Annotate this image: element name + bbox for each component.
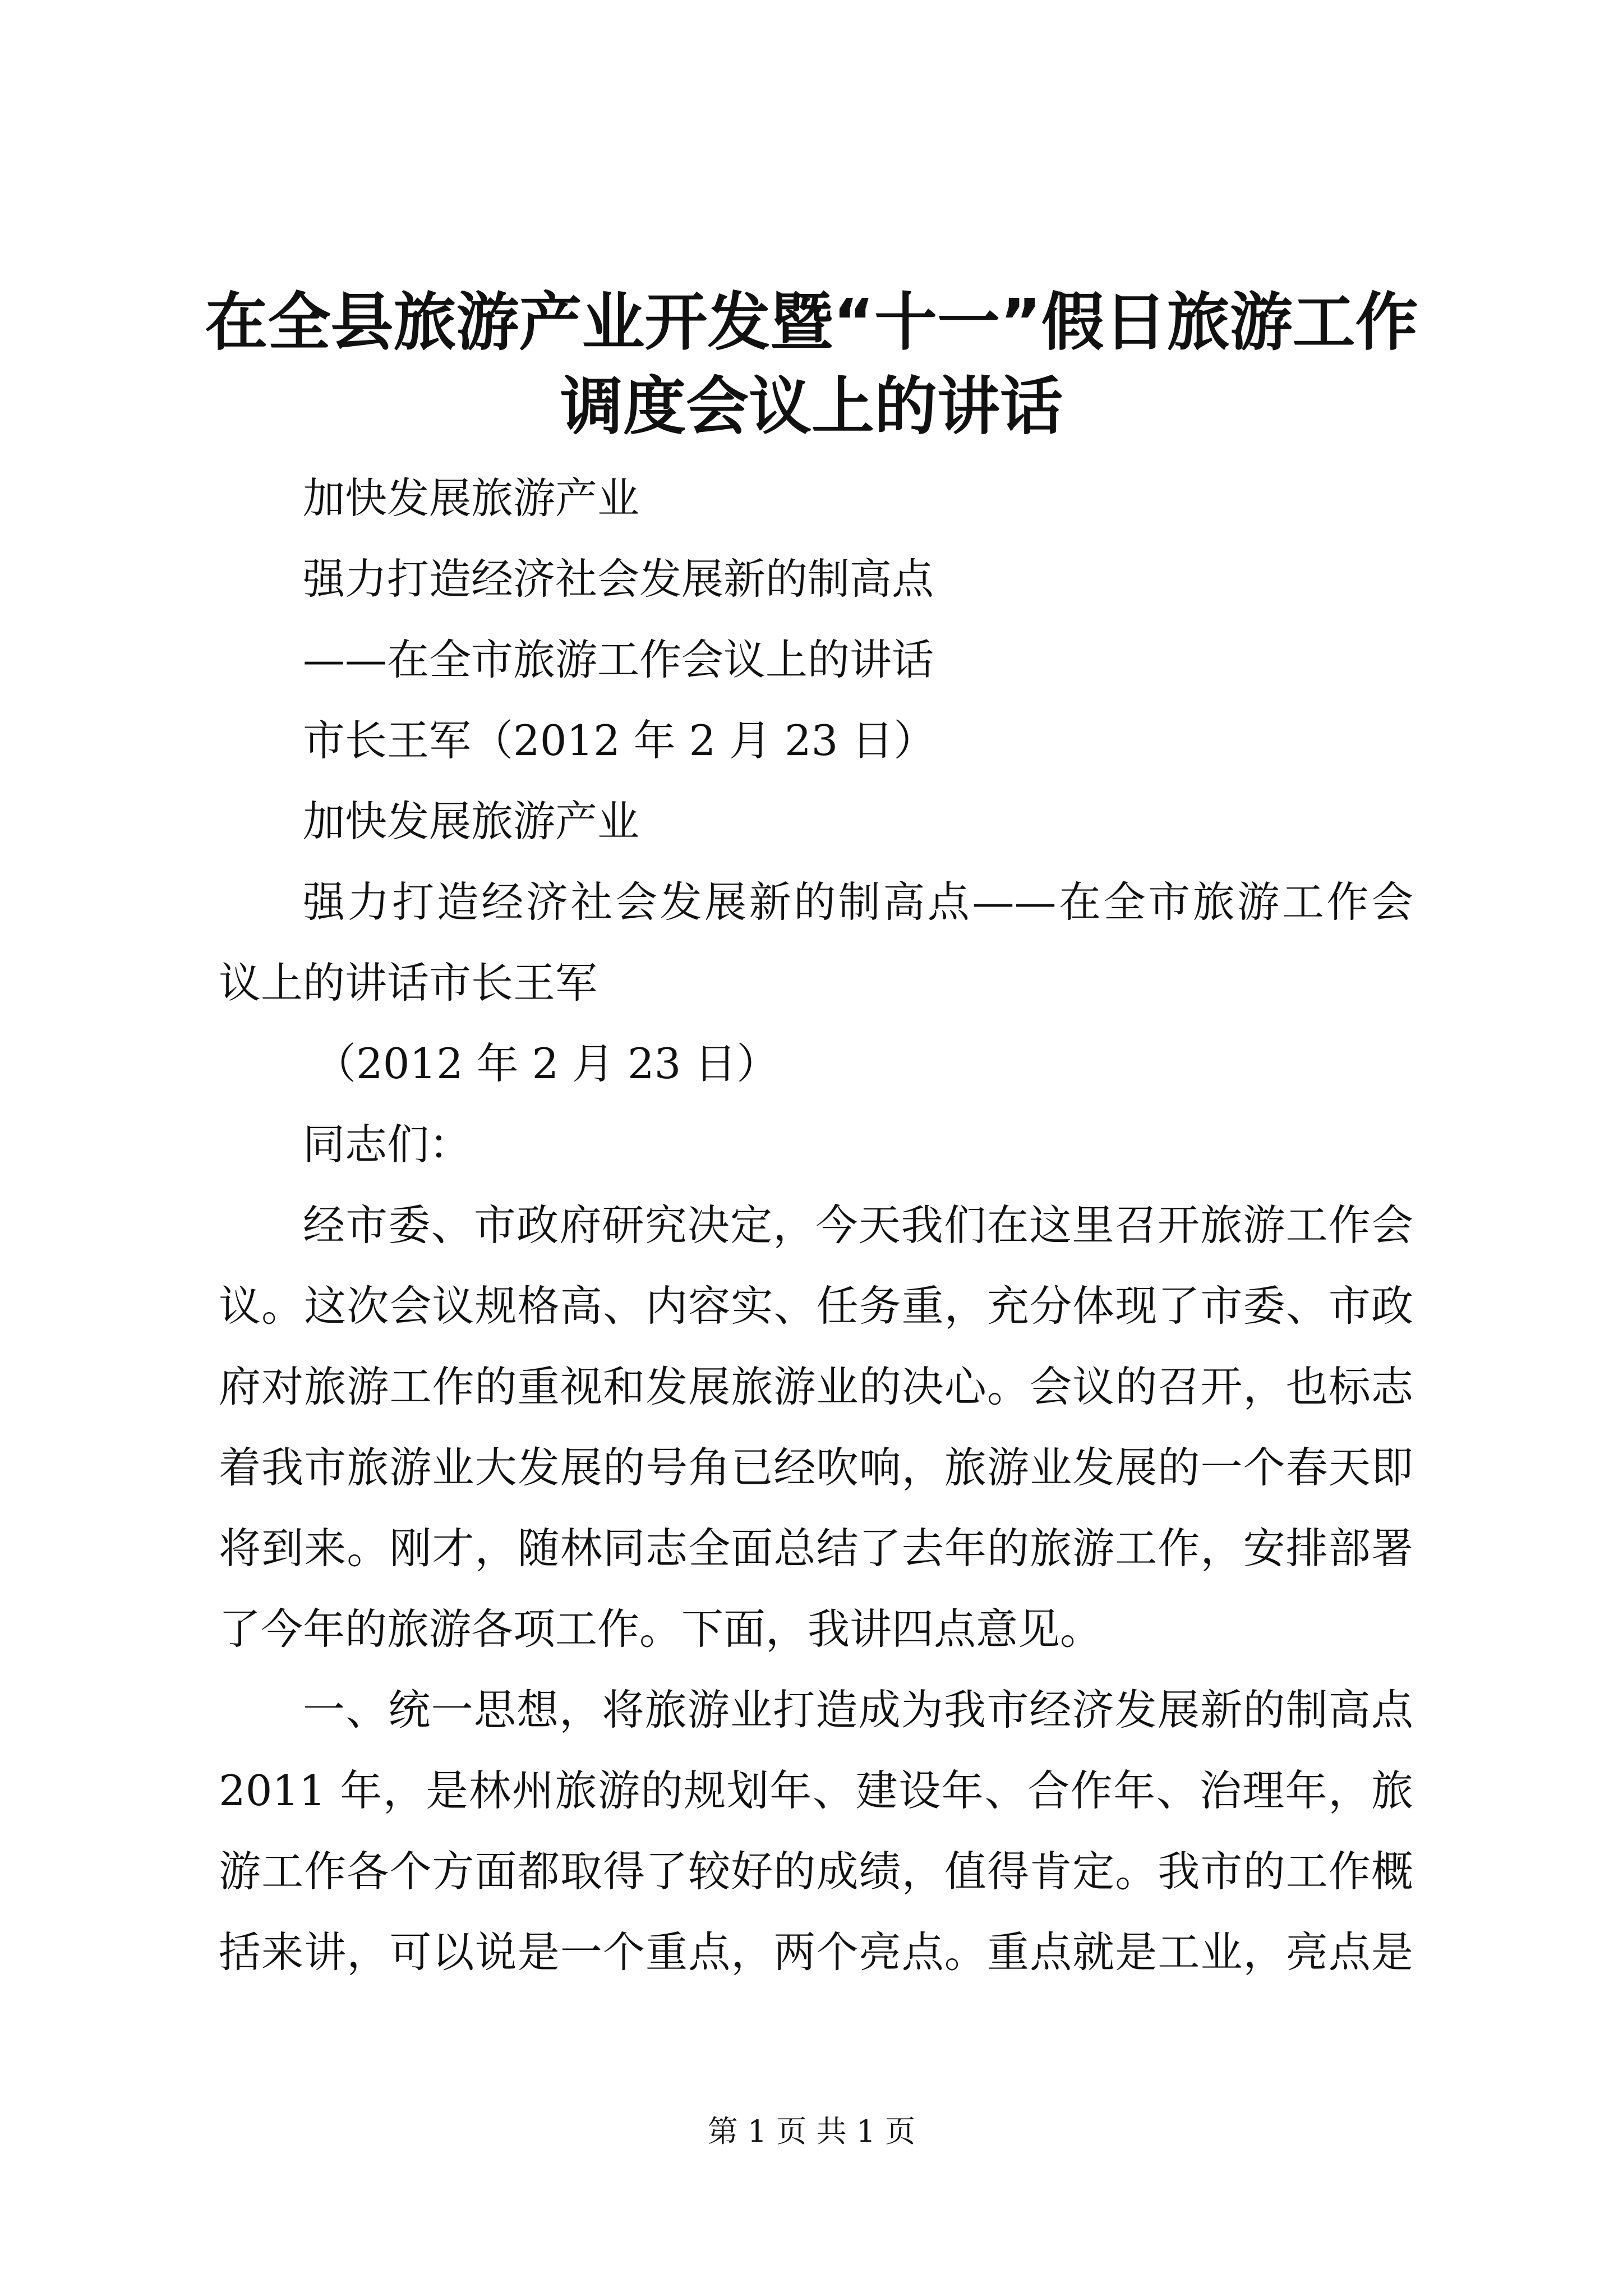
paragraph-text: 议。这次会议规格高、内容实、任务重，充分体现了市委、市政 xyxy=(219,1281,1413,1331)
paragraph-line xyxy=(219,1439,1413,1496)
paragraph-line xyxy=(219,1763,1413,1819)
date-line: （2012 年 2 月 23 日） xyxy=(314,1039,779,1088)
paragraph-line: 了今年的旅游各项工作。下面，我讲四点意见。 xyxy=(219,1604,1103,1654)
paragraph-line xyxy=(219,1924,1413,1980)
paragraph-text: 着我市旅游业大发展的号角已经吹响，旅游业发展的一个春天即 xyxy=(219,1443,1413,1492)
paragraph-line xyxy=(219,1278,1413,1334)
paragraph-line xyxy=(219,1843,1413,1899)
page-footer: 第 1 页 共 1 页 xyxy=(707,2114,916,2149)
paragraph-text: 经市委、市政府研究决定，今天我们在这里召开旅游工作会 xyxy=(303,1200,1413,1250)
paragraph-text: 游工作各个方面都取得了较好的成绩，值得肯定。我市的工作概 xyxy=(219,1847,1413,1896)
paragraph-text: 强力打造经济社会发展新的制高点——在全市旅游工作会 xyxy=(303,877,1413,927)
subtitle-line: 强力打造经济社会发展新的制高点 xyxy=(303,554,934,604)
paragraph-text: 括来讲，可以说是一个重点，两个亮点。重点就是工业，亮点是 xyxy=(219,1927,1413,1977)
section-heading-text: 一、统一思想，将旅游业打造成为我市经济发展新的制高点 xyxy=(303,1685,1413,1734)
paragraph-line: 议上的讲话市长王军 xyxy=(219,958,598,1007)
paragraph-line xyxy=(303,874,1413,930)
paragraph-text: 府对旅游工作的重视和发展旅游业的决心。会议的召开，也标志 xyxy=(219,1362,1413,1411)
paragraph-line xyxy=(303,1197,1413,1253)
subtitle-line: 加快发展旅游产业 xyxy=(303,797,640,846)
section-heading xyxy=(303,1682,1413,1738)
speaker-date-line: 市长王军（2012 年 2 月 23 日） xyxy=(303,716,936,765)
subtitle-line: 加快发展旅游产业 xyxy=(303,473,640,523)
paragraph-line xyxy=(219,1520,1413,1576)
document-title-line-2: 调度会议上的讲话 xyxy=(560,370,1063,443)
subtitle-line: ——在全市旅游工作会议上的讲话 xyxy=(303,635,934,684)
paragraph-text: 2011 年，是林州旅游的规划年、建设年、合作年、治理年，旅 xyxy=(219,1766,1413,1815)
document-title-line-1: 在全县旅游产业开发暨“十一”假日旅游工作 xyxy=(205,286,1418,359)
paragraph-text: 将到来。刚才，随林同志全面总结了去年的旅游工作，安排部署 xyxy=(219,1524,1413,1573)
salutation: 同志们： xyxy=(303,1120,472,1169)
paragraph-line xyxy=(219,1359,1413,1415)
